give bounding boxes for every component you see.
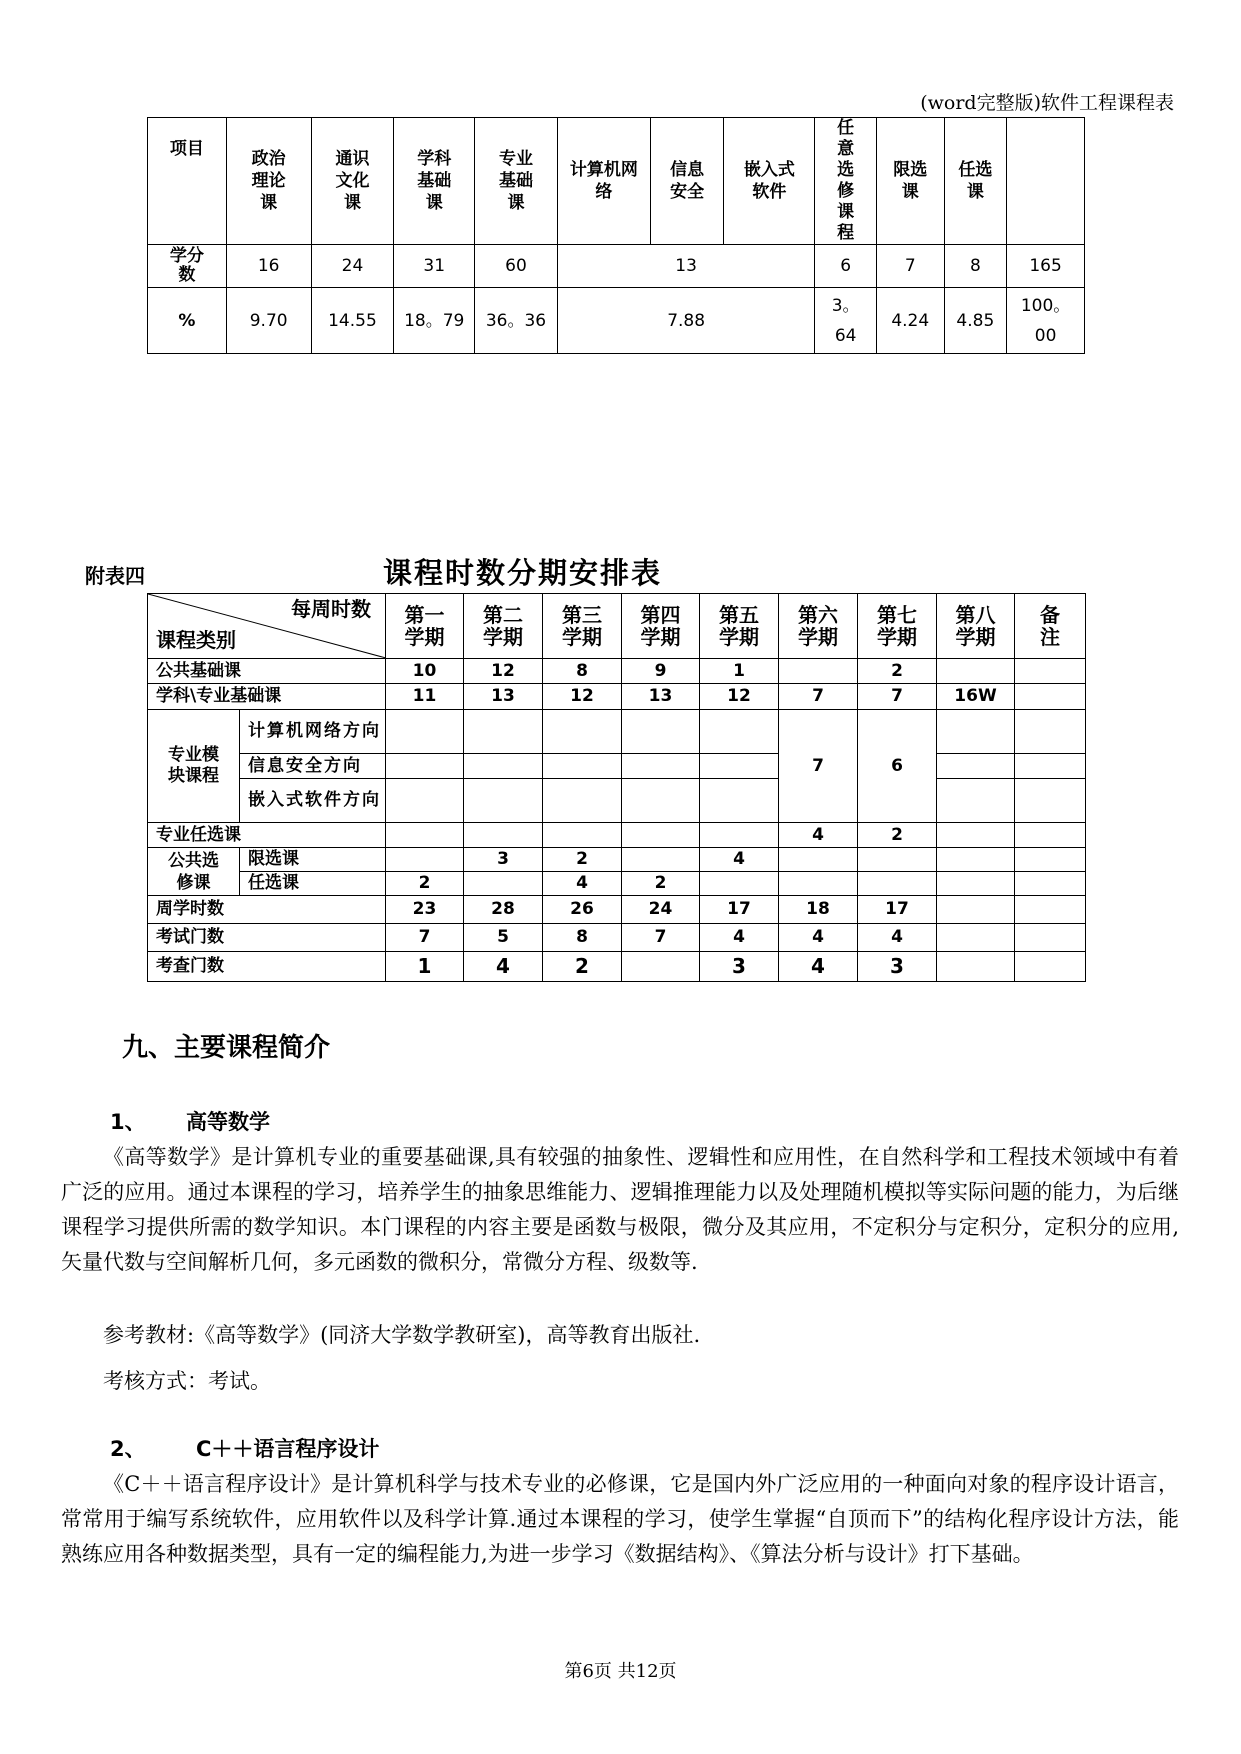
table-cell	[622, 779, 700, 823]
col-header: 学科基础课	[394, 118, 475, 245]
table-cell	[464, 779, 543, 823]
table-cell: 3	[700, 952, 779, 982]
table-cell: 12	[543, 684, 622, 710]
diag-top-label: 每周时数	[291, 597, 371, 621]
table-cell	[700, 872, 779, 896]
table-cell: 6	[858, 710, 937, 823]
col-header: 嵌入式软件	[724, 118, 815, 245]
table-cell	[937, 659, 1015, 684]
semester-header: 第三学期	[543, 594, 622, 659]
table-cell	[386, 779, 464, 823]
percent-cell: 9.70	[226, 288, 311, 354]
table-cell	[543, 823, 622, 848]
section-heading: 九、主要课程简介	[122, 1033, 331, 1063]
table-cell	[937, 924, 1015, 952]
semester-header: 第五学期	[700, 594, 779, 659]
table-cell	[1015, 896, 1086, 924]
table-cell	[937, 872, 1015, 896]
table-cell: 12	[700, 684, 779, 710]
credit-cell: 6	[815, 245, 877, 288]
diagonal-header-cell	[148, 594, 386, 659]
semester-header: 第七学期	[858, 594, 937, 659]
course-2-description: 《C＋＋语言程序设计》是计算机科学与技术专业的必修课，它是国内外广泛应用的一种面向对象的程序设计语言，常常用于编写系统软件，应用软件以及科学计算.通过本课程的学习，使学生掌握“自顶而下”的结构化程序设计方法，能熟练应用各种数据类型，具有一定的编程能力,为进一步学习《数据结构》、《算法分析与设计》打下基础。	[61, 1472, 1179, 1566]
percent-cell: 14.55	[311, 288, 394, 354]
table-cell: 7	[622, 924, 700, 952]
table-cell: 7	[779, 684, 858, 710]
table-cell	[700, 779, 779, 823]
row-label: %	[148, 288, 227, 354]
course-2-title: C＋＋语言程序设计	[196, 1437, 380, 1461]
table-cell: 17	[858, 896, 937, 924]
module-item: 嵌入式软件方向	[240, 779, 386, 823]
document-header: (word完整版)软件工程课程表	[920, 92, 1174, 114]
module-item: 信息安全方向	[240, 754, 386, 779]
semester-header: 备注	[1015, 594, 1086, 659]
row-label: 公共选修课	[148, 848, 240, 896]
col-header	[1007, 118, 1085, 245]
percent-cell: 3。64	[815, 288, 877, 354]
table-cell	[1015, 952, 1086, 982]
table-cell: 2	[622, 872, 700, 896]
table-cell	[386, 754, 464, 779]
table-cell	[937, 754, 1015, 779]
table-cell: 7	[386, 924, 464, 952]
col-header: 政治理论课	[226, 118, 311, 245]
table-cell: 4	[700, 848, 779, 872]
page-footer: 第6页 共12页	[564, 1661, 677, 1682]
table-cell: 28	[464, 896, 543, 924]
table-cell	[937, 779, 1015, 823]
table-cell	[1015, 848, 1086, 872]
table-cell: 16W	[937, 684, 1015, 710]
course-1-assessment: 考核方式：考试。	[103, 1369, 271, 1393]
percent-cell: 18。79	[394, 288, 475, 354]
table-cell: 18	[779, 896, 858, 924]
table-cell	[858, 872, 937, 896]
module-item: 计算机网络方向	[240, 710, 386, 754]
row-label: 学科\专业基础课	[148, 684, 386, 710]
table-cell	[937, 823, 1015, 848]
credit-cell: 24	[311, 245, 394, 288]
semester-header: 第一学期	[386, 594, 464, 659]
table-cell	[1015, 659, 1086, 684]
semester-header: 第四学期	[622, 594, 700, 659]
table-cell: 4	[779, 924, 858, 952]
table-cell: 1	[386, 952, 464, 982]
table-cell: 9	[622, 659, 700, 684]
table-cell: 8	[543, 659, 622, 684]
col-header: 限选课	[876, 118, 944, 245]
table-cell	[464, 823, 543, 848]
row-label: 公共基础课	[148, 659, 386, 684]
table-cell	[622, 952, 700, 982]
row-label: 周学时数	[148, 896, 386, 924]
table-cell: 5	[464, 924, 543, 952]
table-cell	[779, 848, 858, 872]
table-cell	[700, 823, 779, 848]
table-cell: 8	[543, 924, 622, 952]
col-header: 专业基础课	[475, 118, 558, 245]
row-label: 考查门数	[148, 952, 386, 982]
credit-cell: 16	[226, 245, 311, 288]
table-cell	[386, 710, 464, 754]
table-cell	[1015, 872, 1086, 896]
col-header: 计算机网络	[557, 118, 650, 245]
table-cell	[464, 754, 543, 779]
credit-cell: 13	[557, 245, 814, 288]
row-label: 专业模块课程	[148, 710, 240, 823]
table-cell: 2	[543, 848, 622, 872]
course-1-description: 《高等数学》是计算机专业的重要基础课,具有较强的抽象性、逻辑性和应用性，在自然科学和工程技术领域中有着广泛的应用。通过本课程的学习，培养学生的抽象思维能力、逻辑推理能力以及处理随机模拟等实际问题的能力，为后继课程学习提供所需的数学知识。本门课程的内容主要是函数与极限，微分及其应用，不定积分与定积分，定积分的应用,矢量代数与空间解析几何，多元函数的微积分，常微分方程、级数等.	[61, 1145, 1179, 1274]
table-cell	[779, 872, 858, 896]
table-cell: 13	[464, 684, 543, 710]
percent-cell: 4.85	[944, 288, 1007, 354]
row-label: 学分数	[148, 245, 227, 288]
table-cell	[1015, 924, 1086, 952]
table-cell: 17	[700, 896, 779, 924]
table-cell	[1015, 779, 1086, 823]
table-cell	[937, 896, 1015, 924]
table-cell	[464, 872, 543, 896]
table-cell	[1015, 823, 1086, 848]
table-cell	[543, 754, 622, 779]
table-cell: 3	[464, 848, 543, 872]
table-cell	[1015, 754, 1086, 779]
table-cell	[700, 710, 779, 754]
credit-cell: 60	[475, 245, 558, 288]
col-header: 任意选修课程	[815, 118, 877, 245]
table-cell	[937, 952, 1015, 982]
table-cell: 4	[779, 823, 858, 848]
table-cell	[937, 848, 1015, 872]
table-cell: 2	[858, 823, 937, 848]
table-cell: 12	[464, 659, 543, 684]
table-cell	[1015, 710, 1086, 754]
table-cell	[622, 710, 700, 754]
table-cell	[622, 823, 700, 848]
credit-cell: 165	[1007, 245, 1085, 288]
table-cell: 7	[779, 710, 858, 823]
credit-cell: 7	[876, 245, 944, 288]
percent-cell: 36。36	[475, 288, 558, 354]
table-cell: 13	[622, 684, 700, 710]
course-1-number: 1、	[110, 1110, 146, 1134]
table-cell	[937, 710, 1015, 754]
percent-cell: 7.88	[557, 288, 814, 354]
col-header: 通识文化课	[311, 118, 394, 245]
table-cell: 2	[858, 659, 937, 684]
semester-header: 第二学期	[464, 594, 543, 659]
semester-header: 第八学期	[937, 594, 1015, 659]
table-cell: 2	[386, 872, 464, 896]
table-cell: 1	[700, 659, 779, 684]
credit-cell: 31	[394, 245, 475, 288]
table-cell	[543, 710, 622, 754]
schedule-table	[147, 593, 1086, 982]
diag-bottom-label: 课程类别	[156, 628, 236, 652]
semester-header: 第六学期	[779, 594, 858, 659]
table-cell	[858, 848, 937, 872]
table-cell: 4	[779, 952, 858, 982]
col-header: 任选课	[944, 118, 1007, 245]
table-cell	[622, 754, 700, 779]
table-cell: 4	[464, 952, 543, 982]
sub-row-label: 限选课	[240, 848, 386, 872]
col-header: 项目	[148, 118, 227, 245]
table-cell	[1015, 684, 1086, 710]
table-cell	[543, 779, 622, 823]
percent-cell: 4.24	[876, 288, 944, 354]
table-cell: 11	[386, 684, 464, 710]
sub-row-label: 任选课	[240, 872, 386, 896]
percent-cell: 100。00	[1007, 288, 1085, 354]
course-2-number: 2、	[110, 1437, 146, 1461]
table-cell: 3	[858, 952, 937, 982]
table-cell: 4	[858, 924, 937, 952]
table-cell	[700, 754, 779, 779]
table-cell: 4	[543, 872, 622, 896]
course-1-textbook: 参考教材:《高等数学》(同济大学数学教研室)，高等教育出版社.	[103, 1323, 701, 1347]
schedule-title: 课程时数分期安排表	[383, 556, 663, 590]
course-1-title: 高等数学	[186, 1110, 270, 1134]
table-cell: 10	[386, 659, 464, 684]
row-label: 专业任选课	[148, 823, 386, 848]
table-cell	[779, 659, 858, 684]
table-cell	[386, 823, 464, 848]
credit-cell: 8	[944, 245, 1007, 288]
table-cell	[386, 848, 464, 872]
table-cell: 23	[386, 896, 464, 924]
table-cell: 4	[700, 924, 779, 952]
table-cell	[464, 710, 543, 754]
table-cell: 24	[622, 896, 700, 924]
table-cell: 26	[543, 896, 622, 924]
col-header: 信息安全	[650, 118, 724, 245]
credit-distribution-table	[147, 117, 1085, 354]
row-label: 考试门数	[148, 924, 386, 952]
table-cell: 7	[858, 684, 937, 710]
appendix-label: 附表四	[85, 564, 145, 588]
table-cell	[622, 848, 700, 872]
table-cell: 2	[543, 952, 622, 982]
